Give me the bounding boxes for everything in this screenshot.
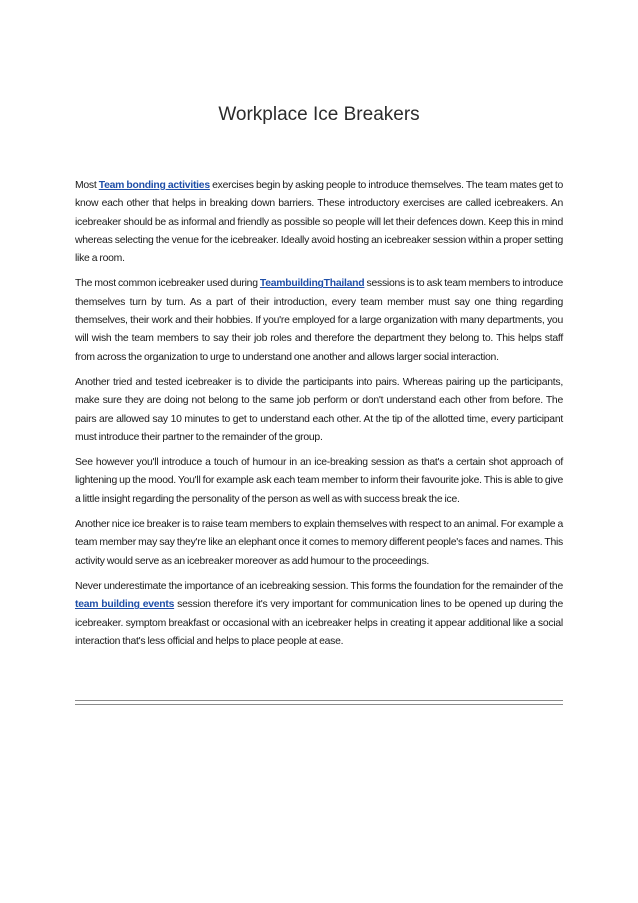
teambuilding-thailand-link[interactable]: TeambuildingThailand xyxy=(259,278,365,290)
paragraph-4 xyxy=(75,454,563,509)
paragraph-3 xyxy=(75,374,563,447)
paragraph-text: Another tried and tested icebreaker is to divide the participants into pairs. Whereas pairing up the participants, make sure they are doing not belong to the same job perform or don't understand each other from before. The pairs are allowed say 10 minutes to get to understand each other. At the tip of the allotted time, every participant must introduce their partner to the remainder of the group. xyxy=(75,376,563,443)
paragraph-text: Another nice ice breaker is to raise team members to explain themselves with respect to an animal. For example a team member may say they're like an elephant once it comes to memory different people's faces and names. This activity would serve as an icebreaker moreover as add humour to the proceedings. xyxy=(75,519,563,567)
paragraph-text: The most common icebreaker used during xyxy=(75,278,260,290)
team-bonding-activities-link[interactable]: Team bonding activities xyxy=(98,180,210,191)
footer-double-rule xyxy=(75,700,563,705)
paragraph-text: See however you'll introduce a touch of humour in an ice-breaking session as that's a certain shot approach of lightening up the mood. You'll for example ask each team member to inform their favourite joke. This is able to give a little insight regarding the personality of the person as well as with success break the ice. xyxy=(75,457,563,505)
team-building-events-link[interactable]: team building events xyxy=(75,599,175,611)
document-body xyxy=(75,177,563,658)
paragraph-5 xyxy=(75,516,563,571)
paragraph-6 xyxy=(75,578,563,651)
paragraph-text: session therefore it's very important for communication lines to be opened up during the icebreaker. symptom breakfast or occasional with an icebreaker helps in creating it appear additional like a social interaction that's less official and helps to place people at ease. xyxy=(75,599,563,647)
paragraph-text: Never underestimate the importance of an icebreaking session. This forms the foundation for the remainder of the xyxy=(75,580,563,592)
paragraph-text: sessions is to ask team members to introduce themselves turn by turn. As a part of their introduction, every team member must say one thing regarding themselves, their work and their hobbies. If you're employed for a large organization with many departments, you will wish the team members to say their job roles and therefore the department they belong to. This helps staff from across the organization to urge to understand one another and allows larger social interaction. xyxy=(75,278,563,363)
paragraph-2 xyxy=(75,275,563,366)
paragraph-text: exercises begin by asking people to introduce themselves. The team mates get to know each other that helps in breaking down barriers. These introductory exercises are called icebreakers. An icebreaker should be as informal and friendly as possible so people will let their defences down. Keep this in mind whereas selecting the venue for the icebreaker. Ideally avoid hosting an icebreaker session within a proper setting like a room. xyxy=(75,180,564,265)
document-title: Workplace Ice Breakers xyxy=(218,104,420,125)
paragraph-text: Most xyxy=(75,180,99,191)
paragraph-1 xyxy=(75,177,563,268)
